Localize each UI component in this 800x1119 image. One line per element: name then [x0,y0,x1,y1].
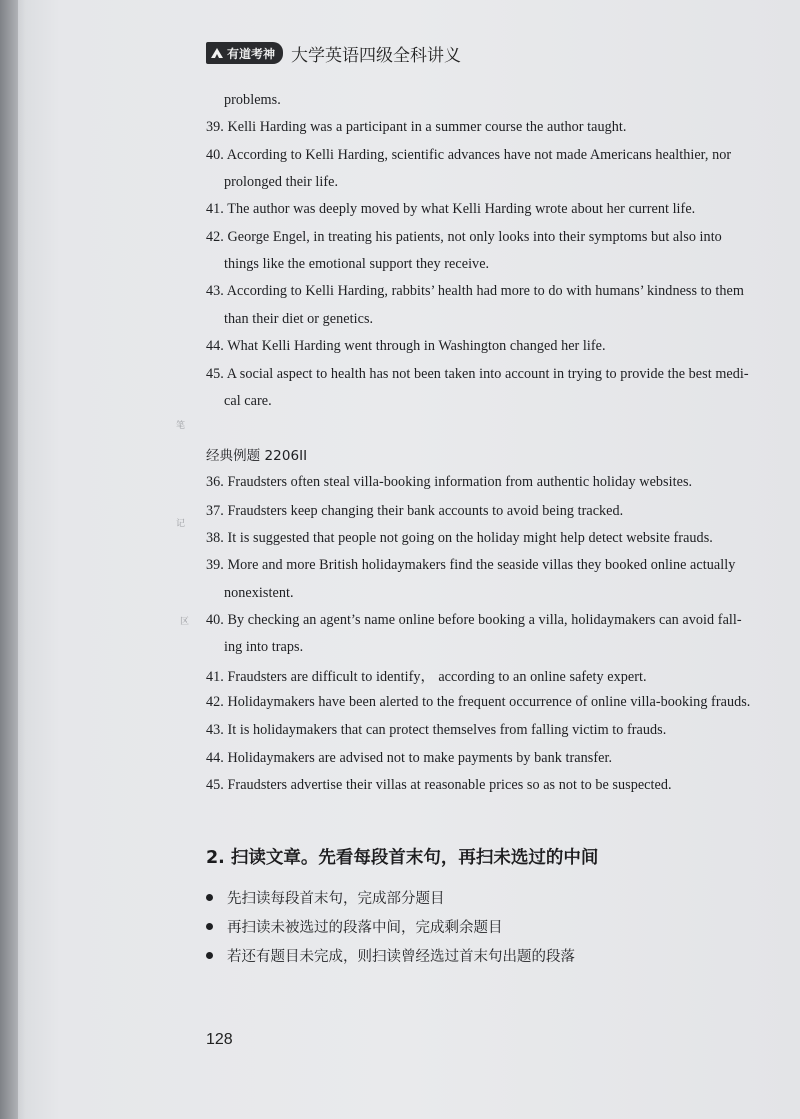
book-title: 大学英语四级全科讲义 [291,45,462,66]
brand-logo-text: 有道考神 [227,46,276,61]
section-heading: 2. 扫读文章。先看每段首末句，再扫未选过的中间 [206,848,599,868]
bullet-text: 若还有题目未完成，则扫读曾经选过首末句出题的段落 [227,949,575,965]
statement-line: 42. George Engel, in treating his patients, not only looks into their symptoms but also into [206,229,722,245]
statement-line: 43. According to Kelli Harding, rabbits’ health had more to do with humans’ kindness to them [206,283,744,299]
statement-line: 37. Fraudsters keep changing their bank accounts to avoid being tracked. [206,503,624,519]
margin-note: 区 [180,617,190,627]
statement-line: 36. Fraudsters often steal villa-booking information from authentic holiday websites. [206,474,693,490]
bullet-text: 再扫读未被选过的段落中间，完成剩余题目 [227,920,503,936]
bullet-item [206,916,503,937]
bullet-item [206,945,575,966]
statement-line: 40. According to Kelli Harding, scientific advances have not made Americans healthier, nor [206,147,732,163]
statement-line: 44. Holidaymakers are advised not to make payments by bank transfer. [206,750,613,766]
statement-line: 41. Fraudsters are difficult to identify， according to an online safety expert. [206,669,647,685]
page-header [206,40,461,66]
margin-note: 笔 [176,421,186,431]
page-number: 128 [206,1031,233,1048]
brand-logo-icon [210,46,224,60]
statement-line: 41. The author was deeply moved by what Kelli Harding wrote about her current life. [206,201,696,217]
statement-line: 38. It is suggested that people not going on the holiday might help detect website frauds. [206,530,713,546]
statement-line: 43. It is holidaymakers that can protect themselves from falling victim to frauds. [206,722,667,738]
statement-line: nonexistent. [224,585,294,601]
margin-note: 记 [176,519,186,529]
bullet-text: 先扫读每段首末句，完成部分题目 [227,891,445,907]
bullet-item [206,887,445,908]
bullet-dot-icon [206,952,213,959]
statement-line: 40. By checking an agent’s name online before booking a villa, holidaymakers can avoid fall- [206,612,742,628]
statement-line: cal care. [224,393,272,409]
statement-line: problems. [224,92,281,108]
statement-line: 39. More and more British holidaymakers find the seaside villas they booked online actually [206,557,736,573]
statement-line: 45. A social aspect to health has not been taken into account in trying to provide the best medi- [206,366,749,382]
statement-line: than their diet or genetics. [224,311,374,327]
bullet-dot-icon [206,894,213,901]
statement-line: things like the emotional support they receive. [224,256,490,272]
statement-line: 42. Holidaymakers have been alerted to the frequent occurrence of online villa-booking frauds. [206,694,751,710]
statement-line: 44. What Kelli Harding went through in Washington changed her life. [206,338,606,354]
statement-line: prolonged their life. [224,174,339,190]
statement-line: 45. Fraudsters advertise their villas at reasonable prices so as not to be suspected. [206,777,672,793]
bullet-dot-icon [206,923,213,930]
page-edge [0,0,18,1119]
example-title: 经典例题 2206II [206,448,308,464]
statement-line: ing into traps. [224,639,304,655]
statement-line: 39. Kelli Harding was a participant in a summer course the author taught. [206,119,627,135]
brand-logo [206,42,283,64]
